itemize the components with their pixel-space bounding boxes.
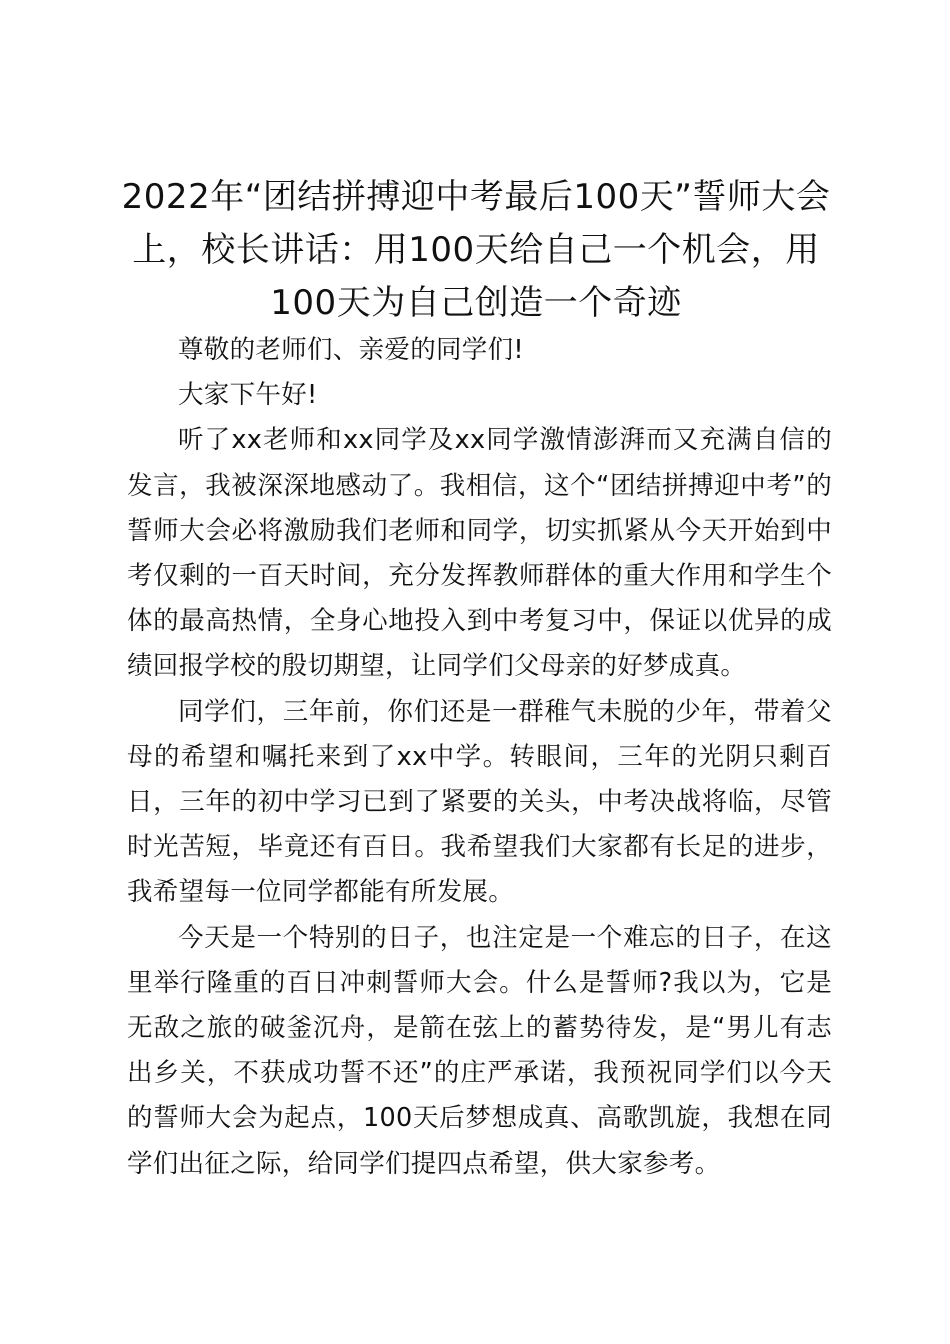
salutation: 尊敬的老师们、亲爱的同学们! bbox=[178, 335, 524, 365]
document-title: 2022年“团结拼搏迎中考最后100天”誓师大会上，校长讲话：用100天给自己一个机会，用100天为自己创造一个奇迹 bbox=[121, 177, 831, 323]
paragraph: 同学们，三年前，你们还是一群稚气未脱的少年，带着父母的希望和嘱托来到了xx中学。转眼间，三年的光阴只剩百日，三年的初中学习已到了紧要的关头，中考决战将临，尽管时光苦短，毕竟还有百日。我希望我们大家都有长足的进步，我希望每一位同学都能有所发展。 bbox=[127, 696, 832, 908]
greeting: 大家下午好! bbox=[178, 380, 318, 411]
document-body bbox=[127, 328, 832, 1187]
paragraph: 听了xx老师和xx同学及xx同学激情澎湃而又充满自信的发言，我被深深地感动了。我相信，这个“团结拼搏迎中考”的誓师大会必将激励我们老师和同学，切实抓紧从今天开始到中考仅剩的一百天时间，充分发挥教师群体的重大作用和学生个体的最高热情，全身心地投入到中考复习中，保证以优异的成绩回报学校的殷切期望，让同学们父母亲的好梦成真。 bbox=[127, 425, 832, 682]
paragraph: 今天是一个特别的日子，也注定是一个难忘的日子，在这里举行隆重的百日冲刺誓师大会。什么是誓师?我以为，它是无敌之旅的破釜沉舟，是箭在弦上的蓄势待发，是“男儿有志出乡关，不获成功誓不还”的庄严承诺，我预祝同学们以今天的誓师大会为起点，100天后梦想成真、高歌凯旋，我想在同学们出征之际，给同学们提四点希望，供大家参考。 bbox=[127, 922, 832, 1179]
